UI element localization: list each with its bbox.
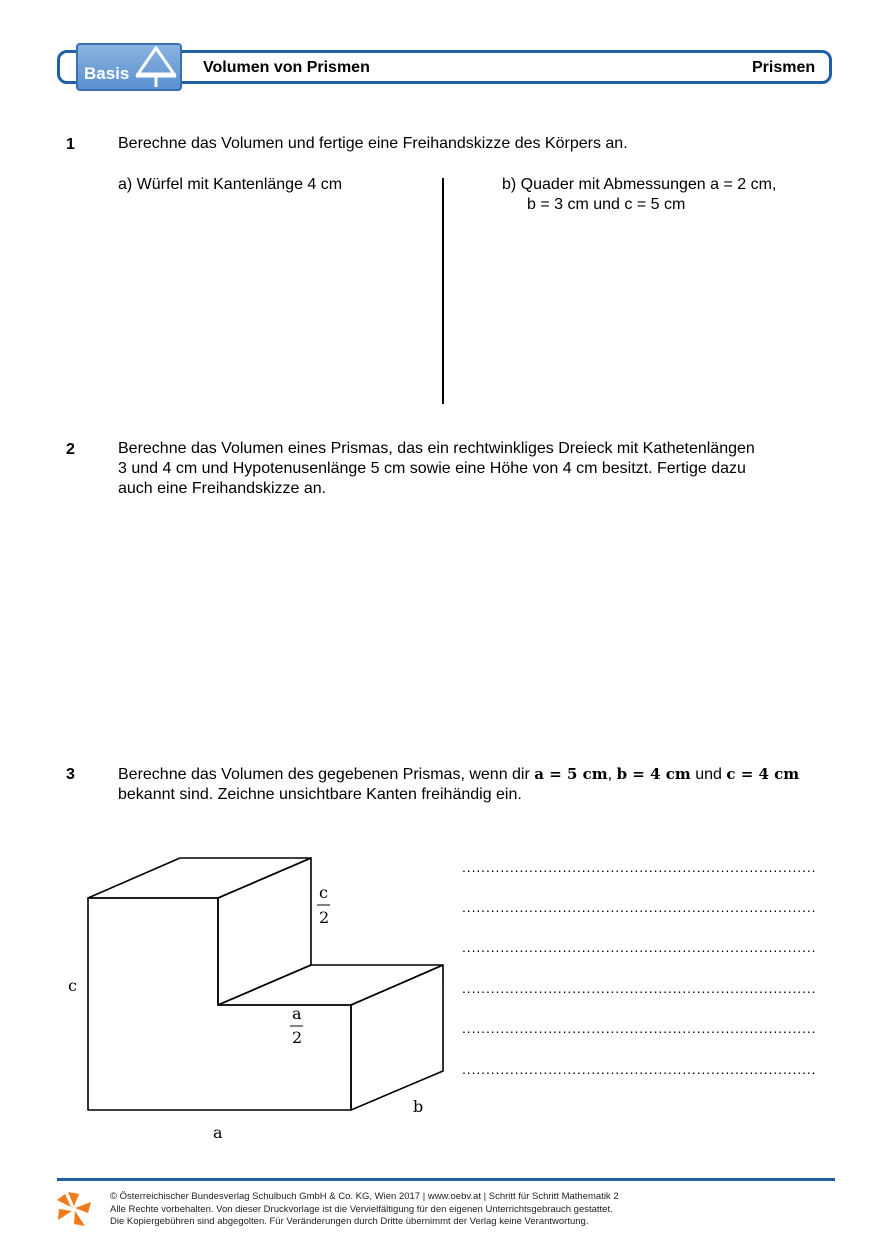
prism-top-face-upper [88, 858, 311, 898]
basis-label: Basis [84, 64, 130, 83]
task-1a: a) Würfel mit Kantenlänge 4 cm [118, 176, 343, 193]
task-1-prompt: Berechne das Volumen und fertige eine Freihandskizze des Körpers an. [118, 135, 628, 152]
worksheet-title: Volumen von Prismen [203, 59, 370, 76]
prism-side-face-lower [351, 965, 443, 1110]
frac-a-numerator: a [292, 1004, 302, 1023]
prism-side-face-upper [218, 858, 311, 1005]
footer-rule [57, 1178, 835, 1181]
footer-line3: Die Kopiergebühren sind abgegolten. Für Veränderungen durch Dritte übernimmt der Verlag keine Verantwortung. [110, 1216, 589, 1227]
answer-line[interactable]: .......................................................................... [462, 939, 817, 955]
answer-line[interactable]: .......................................................................... [462, 1061, 817, 1077]
frac-a-denominator: 2 [292, 1028, 303, 1047]
task-2-line1: Berechne das Volumen eines Prismas, das ein rechtwinkliges Dreieck mit Kathetenlängen [118, 440, 755, 457]
frac-c-denominator: 2 [319, 908, 330, 927]
value-b: b = 4 cm [616, 765, 691, 783]
label-a: a [213, 1123, 223, 1142]
task-3-number: 3 [66, 766, 75, 783]
task-1b-line2: b = 3 cm und c = 5 cm [527, 196, 686, 213]
task-3-line1-text: Berechne das Volumen des gegebenen Prismas, wenn dir [118, 766, 530, 783]
answer-line[interactable]: .......................................................................... [462, 1020, 817, 1036]
footer-line1: © Österreichischer Bundesverlag Schulbuch GmbH & Co. KG, Wien 2017 | www.oebv.at | Schritt für Schritt Mathematik 2 [110, 1191, 619, 1202]
prism-top-face-lower [218, 965, 443, 1005]
task-3-und: und [695, 766, 722, 783]
task-1-number: 1 [66, 136, 75, 153]
task-3-line2: bekannt sind. Zeichne unsichtbare Kanten freihändig ein. [118, 786, 522, 803]
worksheet-topic: Prismen [752, 59, 816, 76]
answer-line[interactable]: .......................................................................... [462, 899, 817, 915]
task-2-line3: auch eine Freihandskizze an. [118, 480, 327, 497]
footer-copyright [110, 1191, 619, 1229]
footer-line2: Alle Rechte vorbehalten. Von dieser Druckvorlage ist die Vervielfältigung für den eigenen Unterrichtsgebrauch gestattet. [110, 1203, 613, 1215]
frac-c-numerator: c [319, 883, 328, 902]
task-2-line2: 3 und 4 cm und Hypotenusenlänge 5 cm sowie eine Höhe von 4 cm besitzt. Fertige dazu [118, 460, 746, 477]
answer-line[interactable]: .......................................................................... [462, 859, 817, 875]
task-1b-line1: b) Quader mit Abmessungen a = 2 cm, [502, 176, 777, 193]
label-c: c [68, 976, 77, 995]
answer-line[interactable]: .......................................................................... [462, 980, 817, 996]
task-2-number: 2 [66, 441, 75, 458]
task-3-sep: , [607, 766, 613, 783]
value-c: c = 4 cm [726, 765, 800, 783]
label-b: b [413, 1097, 424, 1116]
publisher-logo-icon [55, 1190, 93, 1228]
value-a: a = 5 cm [534, 765, 608, 783]
